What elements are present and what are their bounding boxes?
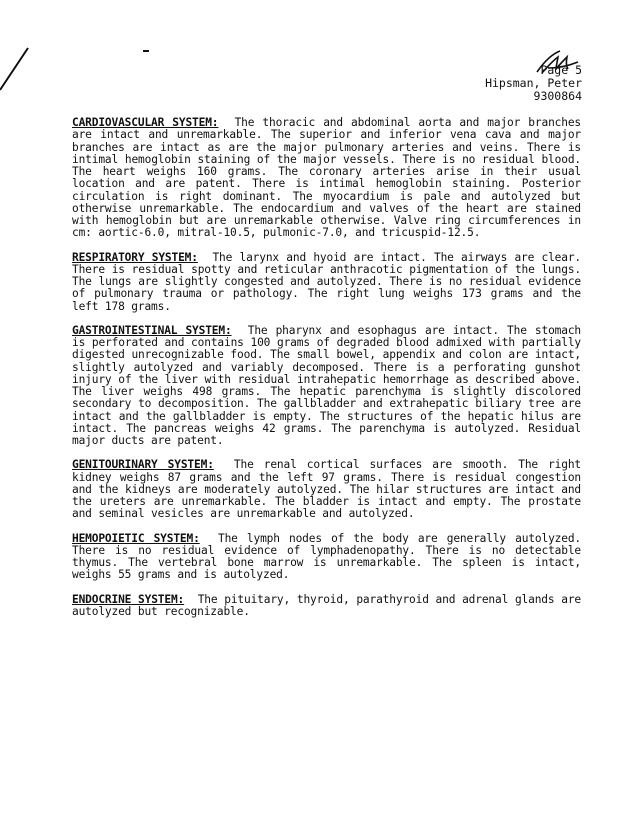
section-text: The renal cortical surfaces are smooth. The right kidney weighs 87 grams and the left 97 grams. There is residual congestion and the kidneys are moderately autolyzed. The hilar structures are intact and the ureters are unremarkable. The bladder is intact and empty. The prostate and seminal vesicles are unremarkable and autolyzed.	[72, 458, 581, 521]
stray-mark	[143, 50, 149, 52]
cardiovascular-section	[72, 117, 581, 240]
section-text: The thoracic and abdominal aorta and major branches are intact and unremarkable. The superior and inferior vena cava and major branches are intact as are the major pulmonary arteries and veins. There is intimal hemoglobin staining of the major vessels. There is no residual blood. The heart weighs 160 grams. The coronary arteries arise in their usual location and are patent. There is intimal hemoglobin staining. Posterior circulation is right dominant. The myocardium is pale and autolyzed but otherwise unremarkable. The endocardium and valves of the heart are stained with hemoglobin but are unremarkable otherwise. Valve ring circumferences in cm: aortic-6.0, mitral-10.5, pulmonic-7.0, and tricuspid-12.5.	[72, 116, 581, 240]
endocrine-section	[72, 594, 581, 619]
page-number: Page 5	[540, 63, 582, 77]
section-text: The pituitary, thyroid, parathyroid and adrenal glands are autolyzed but recognizable.	[72, 592, 582, 618]
section-title: GENITOURINARY SYSTEM:	[72, 458, 214, 472]
section-title: RESPIRATORY SYSTEM:	[72, 250, 198, 264]
gastrointestinal-section	[72, 325, 581, 448]
report-body	[72, 117, 581, 630]
section-title: CARDIOVASCULAR SYSTEM:	[72, 116, 219, 129]
case-number: 9300864	[533, 89, 582, 103]
decedent-name: Hipsman, Peter	[485, 76, 582, 90]
section-title: HEMOPOIETIC SYSTEM:	[72, 531, 200, 545]
hemopoietic-section	[72, 533, 581, 582]
genitourinary-section	[72, 459, 581, 520]
section-title: ENDOCRINE SYSTEM:	[72, 592, 185, 606]
respiratory-section	[72, 252, 581, 313]
page-corner-mark	[0, 0, 30, 95]
section-text: The larynx and hyoid are intact. The airways are clear. There is residual spotty and reticular anthracotic pigmentation of the lungs. The lungs are slightly congested and autolyzed. There is no residual evidence of pulmonary trauma or pathology. The right lung weighs 173 grams and the left 178 grams.	[72, 250, 582, 313]
page-header	[485, 64, 582, 103]
section-text: The pharynx and esophagus are intact. The stomach is perforated and contains 100 grams of degraded blood admixed with partially digested unrecognizable food. The small bowel, appendix and colon are intact, slightly autolyzed and variably decomposed. There is a perforating gunshot injury of the liver with residual intrahepatic hemorrhage as described above. The liver weighs 498 grams. The hepatic parenchyma is slightly discolored secondary to decomposition. The gallbladder and extrahepatic biliary tree are intact and the gallbladder is empty. The structures of the hepatic hilus are intact. The pancreas weighs 42 grams. The parenchyma is autolyzed. Residual major ducts are patent.	[72, 323, 581, 447]
section-title: GASTROINTESTINAL SYSTEM:	[72, 323, 232, 337]
section-text: The lymph nodes of the body are generally autolyzed. There is no residual evidence of lymphadenopathy. There is no detectable thymus. The vertebral bone marrow is unremarkable. The spleen is intact, weighs 55 grams and is autolyzed.	[72, 531, 582, 582]
